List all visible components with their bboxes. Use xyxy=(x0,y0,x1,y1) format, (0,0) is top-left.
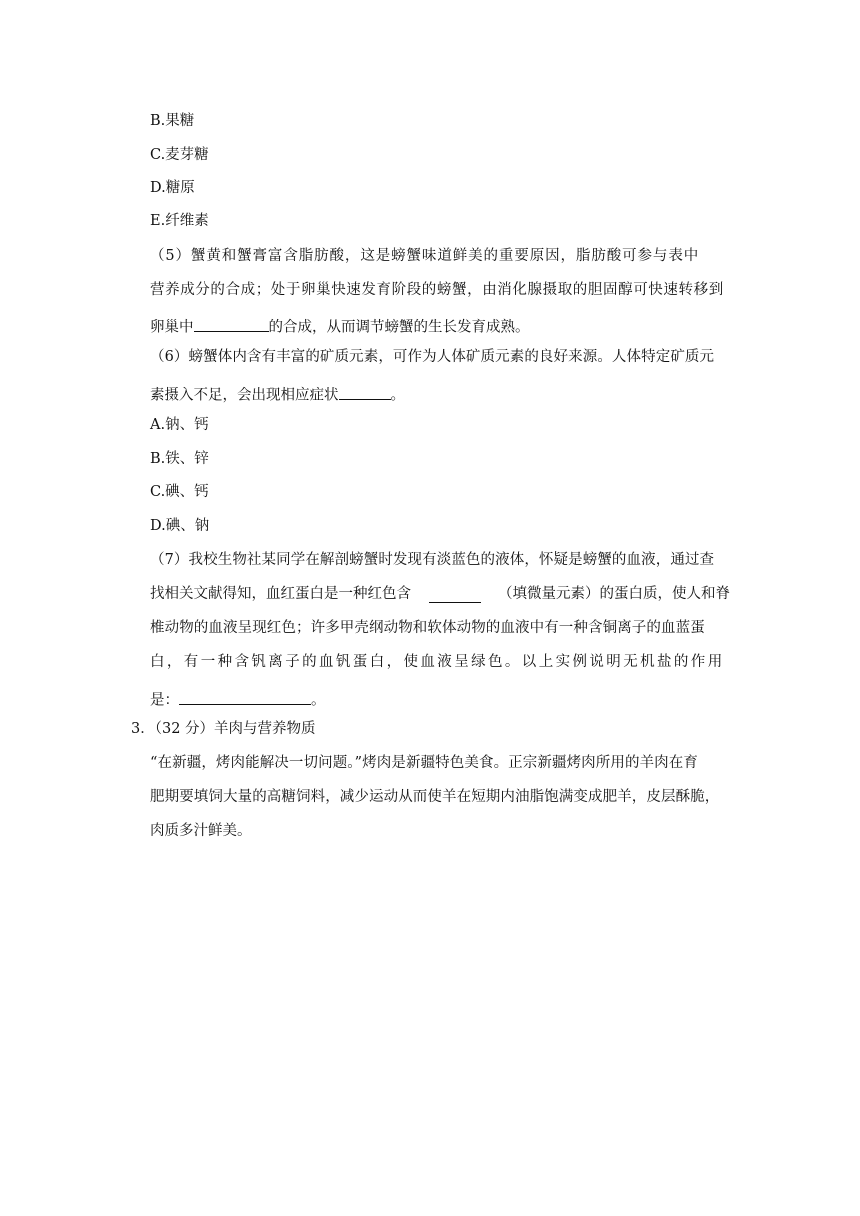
answer-blank-sub7-element[interactable] xyxy=(429,587,481,603)
q3-para-line1: “在新疆，烤肉能解决一切问题。”烤肉是新疆特色美食。正宗新疆烤肉所用的羊肉在育 xyxy=(150,755,698,771)
sub7-line1: （7）我校生物社某同学在解剖螃蟹时发现有淡蓝色的液体，怀疑是螃蟹的血液，通过查 xyxy=(150,552,715,568)
sub7-line2-start: 找相关文献得知，血红蛋白是一种红色含 xyxy=(150,586,411,602)
q3-para-line2: 肥期要填饲大量的高糖饲料，减少运动从而使羊在短期内油脂饱满变成肥羊，皮层酥脆， xyxy=(150,789,720,805)
option-b: B.果糖 xyxy=(150,113,195,129)
sub6-line2-end: 。 xyxy=(390,387,405,404)
sub6-option-d: D.碘、钠 xyxy=(150,518,210,534)
answer-blank-sub5[interactable] xyxy=(194,316,269,332)
sub7-line5-end: 。 xyxy=(311,692,326,709)
sub7-line4: 白，有一种含钒离子的血钒蛋白，使血液呈绿色。以上实例说明无机盐的作用 xyxy=(150,654,725,670)
option-d: D.糖原 xyxy=(150,180,195,196)
sub5-line1: （5）蟹黄和蟹膏富含脂肪酸，这是螃蟹味道鲜美的重要原因，脂肪酸可参与表中 xyxy=(150,248,700,264)
option-e: E.纤维素 xyxy=(150,213,209,229)
sub5-line3-end: 的合成，从而调节螃蟹的生长发育成熟。 xyxy=(268,319,530,336)
q3-heading: 3．（32 分）羊肉与营养物质 xyxy=(131,721,316,737)
sub6-option-a: A.钠、钙 xyxy=(150,417,209,433)
sub7-line5-start: 是： xyxy=(150,692,179,709)
sub6-option-b: B.铁、锌 xyxy=(150,451,209,467)
sub7-line3: 椎动物的血液呈现红色；许多甲壳纲动物和软体动物的血液中有一种含铜离子的血蓝蛋 xyxy=(150,620,705,636)
sub7-line5 xyxy=(150,689,326,708)
sub5-line2: 营养成分的合成；处于卵巢快速发育阶段的螃蟹，由消化腺摄取的胆固醇可快速转移到 xyxy=(150,282,724,298)
sub7-line2-end: （填微量元素）的蛋白质，使人和脊 xyxy=(498,586,730,602)
q3-para-line3: 肉质多汁鲜美。 xyxy=(150,823,252,839)
answer-blank-sub6[interactable] xyxy=(339,384,391,400)
option-c: C.麦芽糖 xyxy=(150,147,209,163)
sub5-line3 xyxy=(150,316,530,335)
sub6-option-c: C.碘、钙 xyxy=(150,484,209,500)
sub6-line2 xyxy=(150,384,405,403)
sub6-line2-start: 素摄入不足，会出现相应症状 xyxy=(150,387,339,404)
sub5-line3-start: 卵巢中 xyxy=(150,319,194,336)
answer-blank-sub7-role[interactable] xyxy=(179,689,311,705)
sub7-line2 xyxy=(150,587,730,603)
sub6-line1: （6）螃蟹体内含有丰富的矿质元素，可作为人体矿质元素的良好来源。人体特定矿质元 xyxy=(150,349,715,365)
